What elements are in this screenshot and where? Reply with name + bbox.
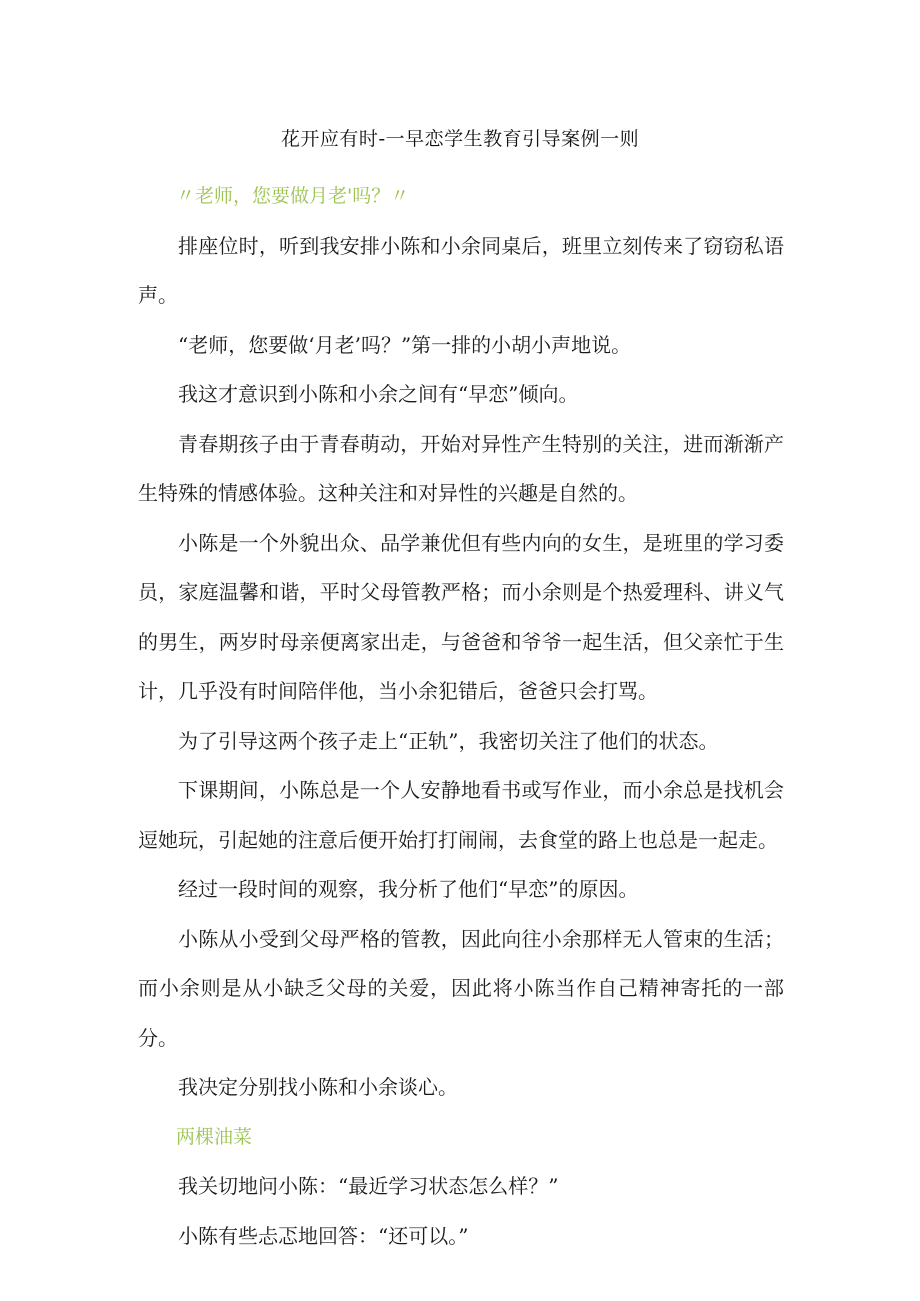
body-paragraph: 我关切地问小陈：“最近学习状态怎么样？”: [178, 1174, 559, 1198]
body-paragraph: 小陈从小受到父母严格的管教，因此向往小余那样无人管束的生活；而小余则是从小缺乏父母的关爱，因此将小陈当作自己精神寄托的一部分。: [138, 926, 784, 1050]
body-paragraph: 青春期孩子由于青春萌动，开始对异性产生特别的关注，进而渐渐产生特殊的情感体验。这种关注和对异性的兴趣是自然的。: [138, 431, 784, 505]
body-paragraph: 小陈是一个外貌出众、品学兼优但有些内向的女生，是班里的学习委员，家庭温馨和谐，平时父母管教严格；而小余则是个热爱理科、讲义气的男生，两岁时母亲便离家出走，与爸爸和爷爷一起生活，但父亲忙于生计，几乎没有时间陪伴他，当小余犯错后，爸爸只会打骂。: [138, 530, 784, 703]
body-paragraph: 经过一段时间的观察，我分析了他们“早恋”的原因。: [178, 877, 639, 901]
document-body: [138, 172, 784, 1261]
body-paragraph: 小陈有些忐忑地回答：“还可以。”: [178, 1223, 469, 1248]
body-paragraph: 我决定分别找小陈和小余谈心。: [178, 1075, 458, 1099]
body-paragraph: 为了引导这两个孩子走上“正轨”，我密切关注了他们的状态。: [178, 728, 719, 753]
section-heading: 〃老师，您要做月老'吗？〃: [176, 185, 410, 207]
body-paragraph: 我这才意识到小陈和小余之间有“早恋”倾向。: [178, 382, 579, 406]
section-heading: 两棵油菜: [176, 1125, 253, 1148]
body-paragraph: 排座位时，听到我安排小陈和小余同桌后，班里立刻传来了窃窃私语声。: [138, 233, 784, 307]
body-paragraph: 下课期间，小陈总是一个人安静地看书或写作业，而小余总是找机会逗她玩，引起她的注意后便开始打打闹闹，去食堂的路上也总是一起走。: [138, 778, 784, 852]
document-title: 花开应有时-一早恋学生教育引导案例一则: [280, 128, 640, 150]
body-paragraph: “老师，您要做‘月老’吗？”第一排的小胡小声地说。: [178, 332, 632, 357]
